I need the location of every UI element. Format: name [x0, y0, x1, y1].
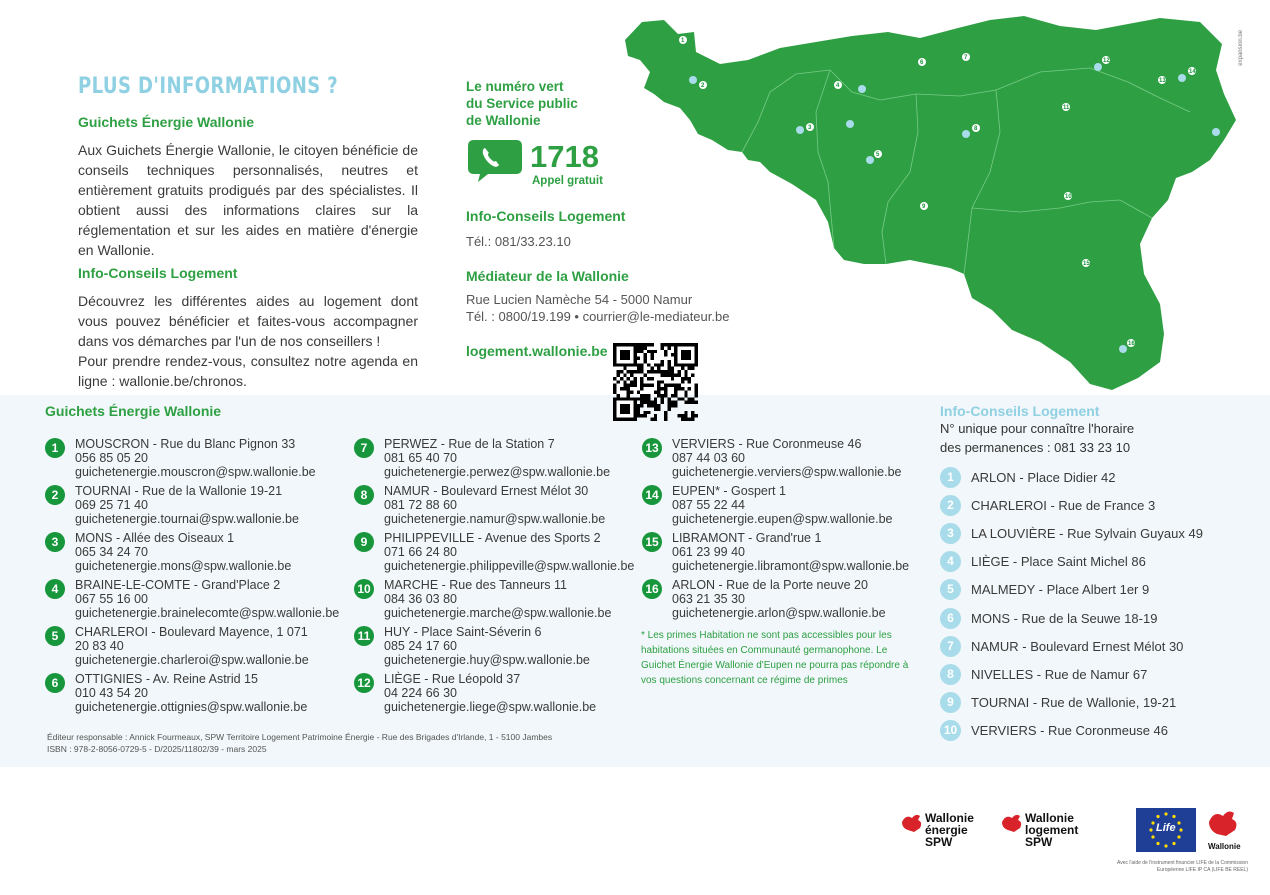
icl-address: MALMEDY - Place Albert 1er 9: [971, 582, 1150, 598]
guichet-entry: [75, 625, 309, 667]
logo-energie: [925, 812, 974, 848]
guichets-heading: Guichets Énergie Wallonie: [78, 114, 255, 130]
guichet-name: BRAINE-LE-COMTE - Grand'Place 2: [75, 578, 281, 592]
guichet-name: LIBRAMONT - Grand'rue 1: [672, 531, 822, 545]
guichet-tel: 084 36 03 80: [384, 592, 457, 606]
logo-logement: [1025, 812, 1078, 848]
icl-number: 7: [940, 636, 961, 657]
numero-vert-line-1: Le numéro vert: [466, 79, 564, 94]
guichet-number: 5: [45, 626, 65, 646]
guichet-tel: 065 34 24 70: [75, 545, 148, 559]
logo-energie-line-3: SPW: [925, 835, 953, 849]
guichet-number: 13: [642, 438, 662, 458]
guichet-tel: 061 23 99 40: [672, 545, 745, 559]
guichet-number: 4: [45, 579, 65, 599]
guichet-mail[interactable]: guichetenergie.marche@spw.wallonie.be: [384, 606, 612, 620]
guichet-entry: [75, 437, 316, 479]
guichet-entry: [384, 531, 634, 573]
guichet-entry: [75, 578, 339, 620]
icl-number: 4: [940, 551, 961, 572]
guichet-entry: [384, 484, 605, 526]
guichet-entry: [384, 625, 590, 667]
logo-energie-line-2: énergie: [925, 823, 968, 837]
guichet-mail[interactable]: guichetenergie.eupen@spw.wallonie.be: [672, 512, 893, 526]
icl-address: VERVIERS - Rue Coronmeuse 46: [971, 722, 1169, 738]
guichet-mail[interactable]: guichetenergie.verviers@spw.wallonie.be: [672, 465, 902, 479]
rooster-icon-2: [1000, 812, 1024, 839]
wallonie-logo-text: Wallonie: [1208, 842, 1241, 851]
guichet-entry: [75, 531, 291, 573]
guichet-number: 10: [354, 579, 374, 599]
guichet-number: 7: [354, 438, 374, 458]
guichet-tel: 081 72 88 60: [384, 498, 457, 512]
guichet-name: OTTIGNIES - Av. Reine Astrid 15: [75, 672, 258, 686]
svg-text:2: 2: [701, 83, 705, 89]
guichet-tel: 010 43 54 20: [75, 686, 148, 700]
life-note: Avec l'aide de l'instrument financier LIFE de la Commission Européenne LIFE IP CA (LIFE BE REEL): [1116, 860, 1248, 873]
life-text: Life: [1156, 822, 1176, 834]
guichet-name: PERWEZ - Rue de la Station 7: [384, 437, 555, 451]
svg-text:3: 3: [808, 125, 812, 131]
guichet-tel: 056 85 05 20: [75, 451, 148, 465]
guichet-entry: [672, 437, 901, 479]
svg-text:6: 6: [920, 60, 924, 66]
guichet-entry: [75, 484, 299, 526]
numero-vert-line-2: du Service public: [466, 96, 578, 111]
icl-number: 9: [940, 692, 961, 713]
numero-vert: [466, 78, 578, 129]
icl-number: 10: [940, 720, 961, 741]
guichet-number: 1: [45, 438, 65, 458]
icl-address: CHARLEROI - Rue de France 3: [971, 498, 1156, 514]
guichet-mail[interactable]: guichetenergie.brainelecomte@spw.wallonie.be: [75, 606, 340, 620]
guichet-name: EUPEN* - Gospert 1: [672, 484, 786, 498]
icl-address: ARLON - Place Didier 42: [971, 470, 1116, 485]
map-credit: expansion.be: [1238, 30, 1244, 66]
icl-mid-heading: Info-Conseils Logement: [466, 208, 626, 224]
svg-text:5: 5: [876, 152, 880, 158]
icl-number: 5: [940, 579, 961, 600]
guichet-tel: 081 65 40 70: [384, 451, 457, 465]
icl-number: 8: [940, 664, 961, 685]
guichet-name: PHILIPPEVILLE - Avenue des Sports 2: [384, 531, 601, 545]
guichet-number: 8: [354, 485, 374, 505]
footnote: * Les primes Habitation ne sont pas accessibles pour les habitations situées en Communauté germanophone. Le Guichet Énergie Wallonie d'Eupen ne pourra pas répondre à vos questions concernant ce régime de primes: [641, 630, 909, 686]
eu-life-logo: [1136, 808, 1196, 852]
icl-list-heading: Info-Conseils Logement: [940, 403, 1100, 419]
svg-text:10: 10: [1065, 194, 1072, 200]
editor-line-1: Éditeur responsable : Annick Fourmeaux, SPW Territoire Logement Patrimoine Énergie - Rue des Brigades d'Irlande, 1 - 5100 Jambes: [47, 732, 553, 742]
guichet-mail[interactable]: guichetenergie.namur@spw.wallonie.be: [384, 512, 606, 526]
svg-text:8: 8: [974, 126, 978, 132]
logo-logement-line-3: SPW: [1025, 835, 1053, 849]
numero-vert-line-3: de Wallonie: [466, 113, 541, 128]
guichet-mail[interactable]: guichetenergie.mons@spw.wallonie.be: [75, 559, 292, 573]
mediateur-heading: Médiateur de la Wallonie: [466, 268, 629, 284]
svg-text:16: 16: [1128, 341, 1135, 347]
guichet-tel: 067 55 16 00: [75, 592, 148, 606]
icl-mid-tel: Tél.: 081/33.23.10: [466, 234, 571, 249]
guichet-name: LIÈGE - Rue Léopold 37: [384, 672, 521, 686]
guichet-name: ARLON - Rue de la Porte neuve 20: [672, 578, 868, 592]
guichet-entry: [672, 484, 892, 526]
infoconseil-paragraph-2: Pour prendre rendez-vous, consultez notre agenda en ligne : wallonie.be/chronos.: [78, 353, 418, 389]
guichet-tel: 069 25 71 40: [75, 498, 148, 512]
guichet-tel: 087 55 22 44: [672, 498, 745, 512]
guichet-number: 6: [45, 673, 65, 693]
icl-address: NIVELLES - Rue de Namur 67: [971, 666, 1148, 682]
guichet-name: NAMUR - Boulevard Ernest Mélot 30: [384, 484, 589, 498]
icl-number: 2: [940, 495, 961, 516]
svg-text:9: 9: [922, 204, 926, 210]
logement-link[interactable]: logement.wallonie.be: [466, 343, 608, 359]
mediateur-address: Rue Lucien Namèche 54 - 5000 Namur: [466, 292, 693, 307]
svg-text:12: 12: [1103, 58, 1110, 64]
guichet-number: 16: [642, 579, 662, 599]
guichet-mail[interactable]: guichetenergie.tournai@spw.wallonie.be: [75, 512, 299, 526]
guichets-list-heading: Guichets Énergie Wallonie: [45, 403, 222, 419]
svg-text:11: 11: [1063, 105, 1070, 111]
guichet-mail[interactable]: guichetenergie.mouscron@spw.wallonie.be: [75, 465, 316, 479]
icl-address: LIÈGE - Place Saint Michel 86: [971, 554, 1146, 570]
guichet-mail[interactable]: guichetenergie.ottignies@spw.wallonie.be: [75, 700, 308, 714]
guichets-paragraph: Aux Guichets Énergie Wallonie, le citoyen bénéficie de conseils techniques personnalisés, neutres et entièrement gratuits prodigués par des spécialistes. Il obtient aussi des informations claires sur la réglementation et sur les aides en matière d'énergie en Wallonie.: [78, 142, 418, 258]
logo-energie-line-1: Wallonie: [925, 811, 974, 825]
guichet-number: 12: [354, 673, 374, 693]
icl-address: LA LOUVIÈRE - Rue Sylvain Guyaux 49: [971, 526, 1203, 542]
page-title: PLUS D'INFORMATIONS ?: [78, 74, 339, 99]
guichet-mail[interactable]: guichetenergie.libramont@spw.wallonie.be: [672, 559, 910, 573]
wallonie-rooster-icon: [1206, 808, 1240, 843]
guichet-entry: [672, 578, 886, 620]
svg-text:1: 1: [681, 38, 685, 44]
mediateur-contact: Tél. : 0800/19.199 • courrier@le-mediateur.be: [466, 309, 730, 324]
guichet-number: 3: [45, 532, 65, 552]
infoconseil-heading: Info-Conseils Logement: [78, 265, 238, 281]
guichet-number: 2: [45, 485, 65, 505]
icl-address: TOURNAI - Rue de Wallonie, 19-21: [971, 694, 1177, 710]
guichet-number: 11: [354, 626, 374, 646]
guichet-tel: 063 21 35 30: [672, 592, 745, 606]
guichet-number: 15: [642, 532, 662, 552]
guichet-tel: 04 224 66 30: [384, 686, 457, 700]
icl-number: 6: [940, 608, 961, 629]
guichet-name: MONS - Allée des Oiseaux 1: [75, 531, 235, 545]
icl-sub-1: N° unique pour connaître l'horaire: [940, 421, 1135, 436]
guichet-tel: 085 24 17 60: [384, 639, 457, 653]
logo-logement-line-1: Wallonie: [1025, 811, 1074, 825]
svg-text:13: 13: [1159, 78, 1166, 84]
wallonia-map: [620, 12, 1242, 394]
guichet-name: MOUSCRON - Rue du Blanc Pignon 33: [75, 437, 296, 451]
guichet-mail[interactable]: guichetenergie.philippeville@spw.wallonie.be: [384, 559, 635, 573]
svg-text:7: 7: [964, 55, 968, 61]
infoconseil-paragraph: Découvrez les différentes aides au logement dont vous pouvez bénéficier et faites-vous accompagner dans vos démarches par l'un de nos conseillers !: [78, 293, 418, 349]
editor-line-2: ISBN : 978-2-8056-0729-5 - D/2025/11802/39 - mars 2025: [47, 744, 267, 754]
guichet-name: HUY - Place Saint-Séverin 6: [384, 625, 542, 639]
guichet-mail[interactable]: guichetenergie.liege@spw.wallonie.be: [384, 700, 597, 714]
guichet-entry: [75, 672, 307, 714]
phone-sub: Appel gratuit: [532, 175, 603, 187]
guichet-tel: 071 66 24 80: [384, 545, 457, 559]
svg-text:15: 15: [1083, 261, 1090, 267]
guichet-tel: 20 83 40: [75, 639, 124, 653]
phone-bubble-icon: [466, 138, 524, 187]
guichet-tel: 087 44 03 60: [672, 451, 745, 465]
icl-address: NAMUR - Boulevard Ernest Mélot 30: [971, 638, 1184, 654]
guichet-entry: [672, 531, 909, 573]
icl-number: 3: [940, 523, 961, 544]
rooster-icon: [900, 812, 924, 839]
logo-logement-line-2: logement: [1025, 823, 1079, 837]
guichet-name: CHARLEROI - Boulevard Mayence, 1 071: [75, 625, 308, 639]
guichet-mail[interactable]: guichetenergie.perwez@spw.wallonie.be: [384, 465, 611, 479]
guichet-entry: [384, 672, 596, 714]
guichet-mail[interactable]: guichetenergie.charleroi@spw.wallonie.be: [75, 653, 309, 667]
phone-number: 1718: [530, 139, 599, 174]
icl-sub-2: des permanences : 081 33 23 10: [940, 440, 1131, 455]
guichet-number: 9: [354, 532, 374, 552]
svg-text:14: 14: [1189, 69, 1196, 75]
svg-text:4: 4: [836, 83, 840, 89]
guichet-mail[interactable]: guichetenergie.huy@spw.wallonie.be: [384, 653, 590, 667]
icl-address: MONS - Rue de la Seuwe 18-19: [971, 610, 1158, 626]
icl-number: 1: [940, 467, 961, 488]
guichet-entry: [384, 437, 610, 479]
guichet-name: MARCHE - Rue des Tanneurs 11: [384, 578, 567, 592]
guichet-number: 14: [642, 485, 662, 505]
guichet-mail[interactable]: guichetenergie.arlon@spw.wallonie.be: [672, 606, 886, 620]
guichet-entry: [384, 578, 611, 620]
guichet-name: VERVIERS - Rue Coronmeuse 46: [672, 437, 862, 451]
guichet-name: TOURNAI - Rue de la Wallonie 19-21: [75, 484, 283, 498]
